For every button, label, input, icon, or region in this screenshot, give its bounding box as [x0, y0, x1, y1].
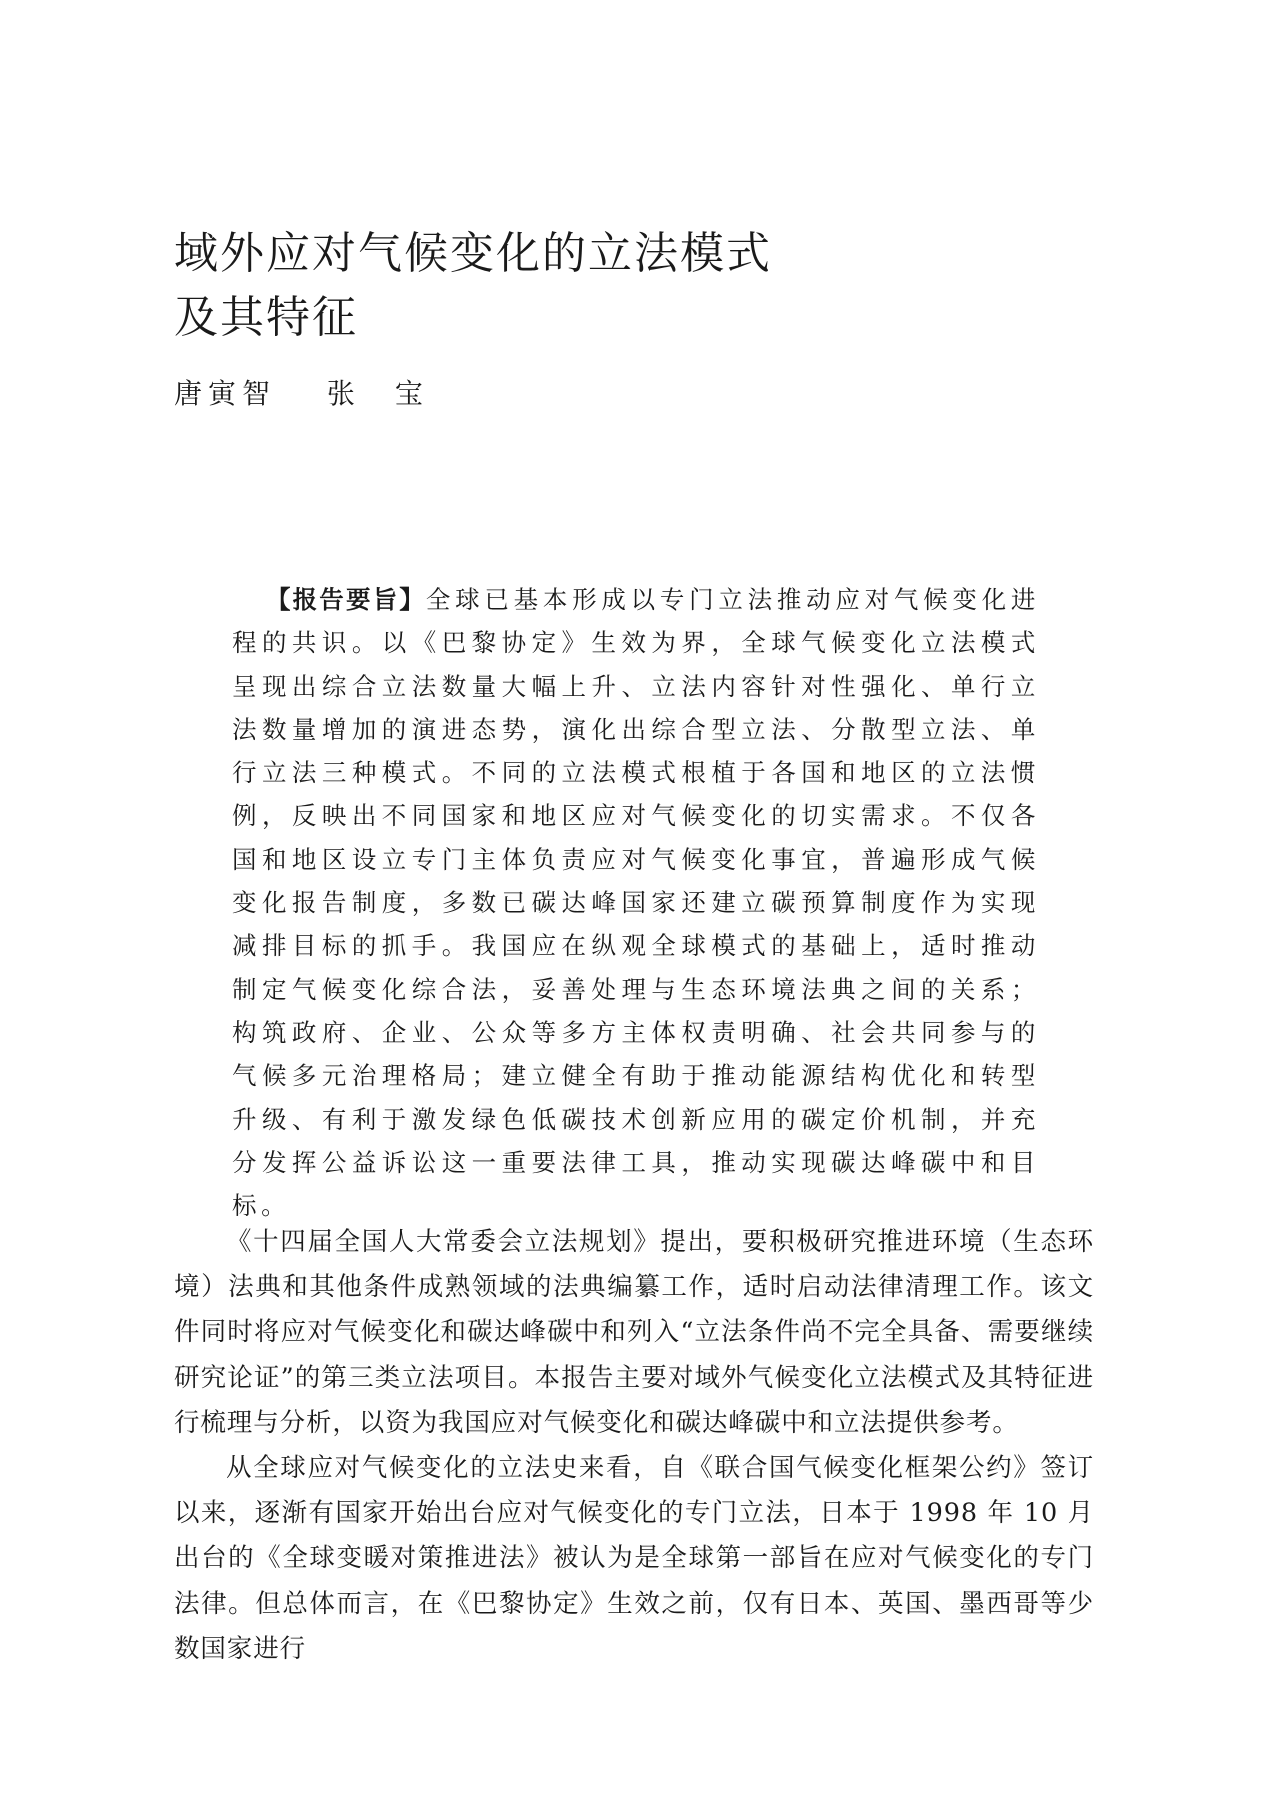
- title-line-1: 域外应对气候变化的立法模式: [174, 228, 772, 279]
- title-line-2: 及其特征: [174, 292, 358, 343]
- article-title: [174, 222, 772, 350]
- report-summary: [232, 578, 1040, 1227]
- body-text: [174, 1220, 1094, 1672]
- body-paragraph: 《十四届全国人大常委会立法规划》提出，要积极研究推进环境（生态环境）法典和其他条件成熟领域的法典编纂工作，适时启动法律清理工作。该文件同时将应对气候变化和碳达峰碳中和列入“立法条件尚不完全具备、需要继续研究论证”的第三类立法项目。本报告主要对域外气候变化立法模式及其特征进行梳理与分析，以资为我国应对气候变化和碳达峰碳中和立法提供参考。: [174, 1227, 1094, 1438]
- author-list: [174, 372, 465, 412]
- summary-label: 【报告要旨】: [266, 585, 426, 614]
- body-paragraph: 从全球应对气候变化的立法史来看，自《联合国气候变化框架公约》签订以来，逐渐有国家开始出台应对气候变化的专门立法，日本于 1998 年 10 月出台的《全球变暖对策推进法》被认为是全球第一部旨在应对气候变化的专门法律。但总体而言，在《巴黎协定》生效之前，仅有日本、英国、墨西哥等少数国家进行: [174, 1453, 1094, 1664]
- author-name: 唐寅智: [174, 377, 277, 410]
- summary-text: 全球已基本形成以专门立法推动应对气候变化进程的共识。以《巴黎协定》生效为界，全球气候变化立法模式呈现出综合立法数量大幅上升、立法内容针对性强化、单行立法数量增加的演进态势，演化出综合型立法、分散型立法、单行立法三种模式。不同的立法模式根植于各国和地区的立法惯例，反映出不同国家和地区应对气候变化的切实需求。不仅各国和地区设立专门主体负责应对气候变化事宜，普遍形成气候变化报告制度，多数已碳达峰国家还建立碳预算制度作为实现减排目标的抓手。我国应在纵观全球模式的基础上，适时推动制定气候变化综合法，妥善处理与生态环境法典之间的关系；构筑政府、企业、公众等多方主体权责明确、社会共同参与的气候多元治理格局；建立健全有助于推动能源结构优化和转型升级、有利于激发绿色低碳技术创新应用的碳定价机制，并充分发挥公益诉讼这一重要法律工具，推动实现碳达峰碳中和目标。: [232, 585, 1040, 1221]
- author-name: 张 宝: [326, 377, 429, 410]
